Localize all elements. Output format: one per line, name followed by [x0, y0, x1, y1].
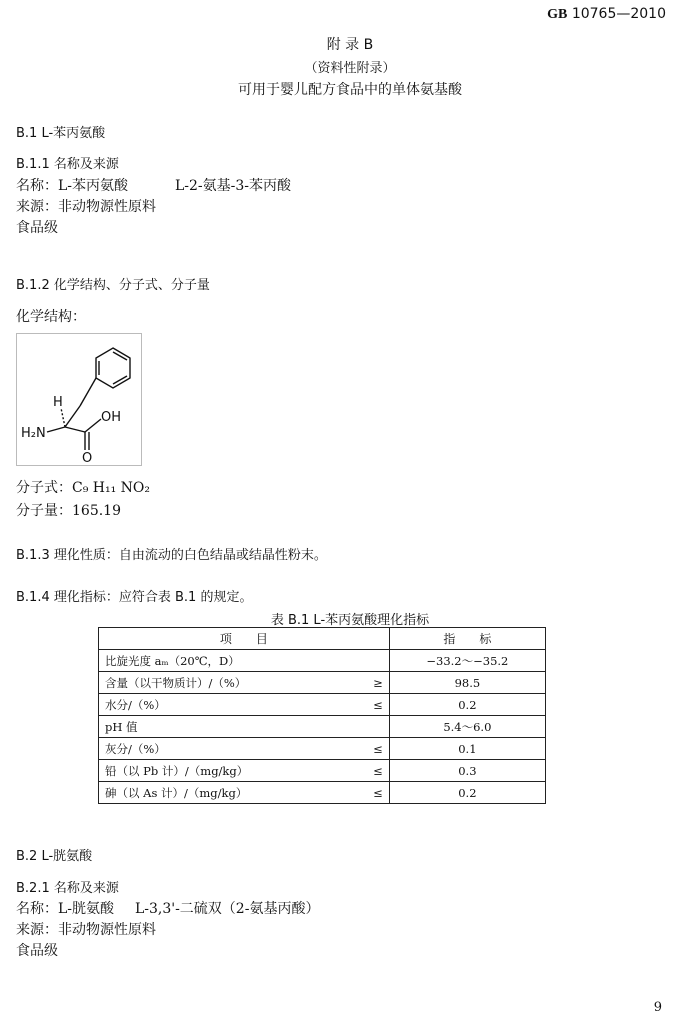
oh-bond	[85, 419, 101, 432]
ring-double-bond-2	[113, 352, 127, 360]
table-header-value: 指 标	[389, 628, 545, 650]
atom-oh: OH	[101, 410, 122, 425]
section-b1-heading: B.1 L-苯丙氨酸	[16, 126, 106, 141]
standard-code	[547, 6, 666, 23]
table-cell-value: 0.2	[389, 782, 545, 804]
atom-h: H	[53, 395, 63, 410]
b2-name-alt: L-3,3'-二硫双（2-氨基丙酸）	[134, 901, 320, 917]
standard-number: 10765—2010	[571, 6, 666, 22]
table-cell-value: 0.2	[389, 694, 545, 716]
b2-name	[16, 898, 319, 918]
b1-source: 来源：非动物源性原料	[16, 199, 156, 215]
table-cell-item: 水分/（%）	[99, 694, 355, 716]
section-b21-heading: B.2.1 名称及来源	[16, 881, 119, 896]
chemical-structure-image	[16, 333, 142, 466]
table-cell-sym	[355, 650, 390, 672]
table-row	[99, 716, 546, 738]
table-cell-item: 铅（以 Pb 计）/（mg/kg）	[99, 760, 355, 782]
phenylalanine-structure-svg	[17, 334, 141, 465]
appendix-note: （资料性附录）	[304, 61, 396, 76]
h-hash-bond	[61, 408, 65, 427]
table-cell-sym: ≤	[355, 738, 390, 760]
b1-name	[16, 175, 291, 195]
ring-double-bond-3	[113, 376, 127, 384]
table-cell-sym: ≤	[355, 782, 390, 804]
table-row	[99, 672, 546, 694]
nh2-bond	[47, 427, 65, 432]
structure-label: 化学结构：	[16, 309, 86, 325]
b2-source: 来源：非动物源性原料	[16, 922, 156, 938]
table-cell-sym	[355, 716, 390, 738]
b2-grade: 食品级	[16, 943, 58, 959]
table-cell-item: 砷（以 As 计）/（mg/kg）	[99, 782, 355, 804]
page-number: 9	[653, 1000, 662, 1015]
section-b14: B.1.4 理化指标：应符合表 B.1 的规定。	[16, 590, 253, 605]
table-row	[99, 782, 546, 804]
table-row	[99, 694, 546, 716]
b1-name-label: 名称：L-苯丙氨酸	[16, 178, 129, 194]
table-header-row	[99, 628, 546, 650]
carboxyl-bond	[65, 427, 85, 432]
table-row	[99, 760, 546, 782]
alpha-c-bond	[65, 406, 80, 427]
b1-formula: 分子式：C₉ H₁₁ NO₂	[16, 480, 150, 496]
b1-mass: 分子量：165.19	[16, 503, 121, 519]
table-cell-value: 0.3	[389, 760, 545, 782]
table-cell-sym: ≤	[355, 760, 390, 782]
atom-o: O	[82, 451, 93, 465]
b1-grade: 食品级	[16, 220, 58, 236]
table-cell-value: 98.5	[389, 672, 545, 694]
table-cell-value: −33.2～−35.2	[389, 650, 545, 672]
ch2-bond	[80, 378, 96, 406]
table-cell-item: 灰分/（%）	[99, 738, 355, 760]
section-b12-heading: B.1.2 化学结构、分子式、分子量	[16, 278, 210, 293]
benzene-ring	[96, 348, 130, 388]
b1-name-alt: L-2-氨基-3-苯丙酸	[174, 178, 291, 194]
section-b13: B.1.3 理化性质：自由流动的白色结晶或结晶性粉末。	[16, 548, 327, 563]
table-cell-value: 0.1	[389, 738, 545, 760]
table-header-item: 项 目	[99, 628, 390, 650]
table-b1	[98, 627, 546, 804]
table-cell-sym: ≥	[355, 672, 390, 694]
table-row	[99, 650, 546, 672]
b2-name-label: 名称：L-胱氨酸	[16, 901, 115, 917]
standard-code-prefix: GB	[547, 7, 568, 22]
table-cell-sym: ≤	[355, 694, 390, 716]
table-cell-value: 5.4～6.0	[389, 716, 545, 738]
table-row	[99, 738, 546, 760]
appendix-label: 附 录 B	[326, 37, 374, 53]
table-cell-item: 含量（以干物质计）/（%）	[99, 672, 355, 694]
section-b2-heading: B.2 L-胱氨酸	[16, 849, 93, 864]
table-cell-item: 比旋光度 aₘ（20℃，D）	[99, 650, 355, 672]
section-b11-heading: B.1.1 名称及来源	[16, 157, 119, 172]
appendix-title: 可用于婴儿配方食品中的单体氨基酸	[238, 82, 462, 98]
table-b1-title: 表 B.1 L-苯丙氨酸理化指标	[270, 613, 430, 628]
atom-nh2: H₂N	[21, 426, 46, 441]
table-cell-item: pH 值	[99, 716, 355, 738]
